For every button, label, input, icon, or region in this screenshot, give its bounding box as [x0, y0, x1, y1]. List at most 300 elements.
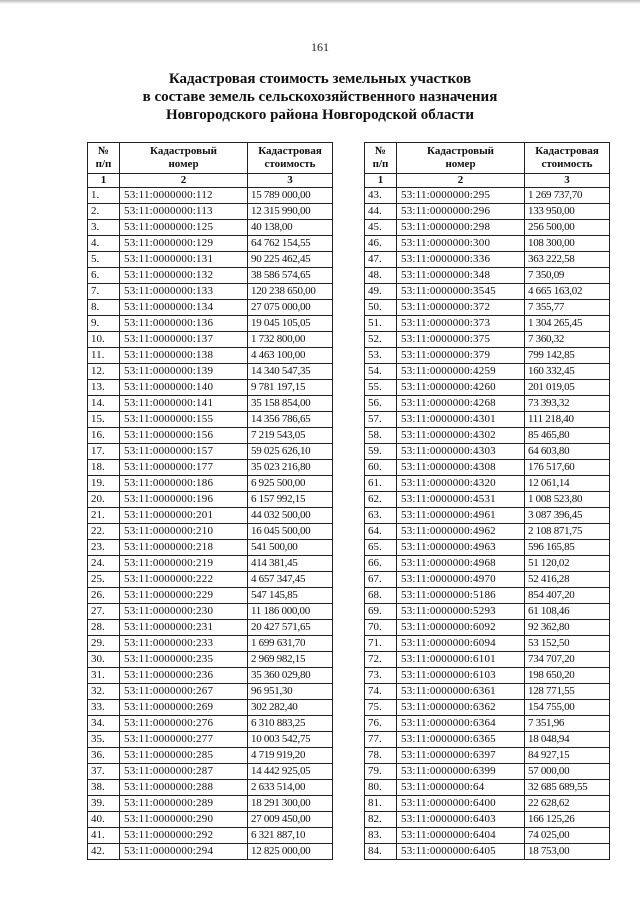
cadastral-number: 53:11:0000000:219 [120, 556, 248, 572]
cadastral-number: 53:11:0000000:6362 [397, 700, 525, 716]
table-row [88, 844, 333, 860]
cadastral-number: 53:11:0000000:6397 [397, 748, 525, 764]
cadastral-number: 53:11:0000000:4320 [397, 476, 525, 492]
column-number-row [88, 174, 333, 188]
table-row [88, 268, 333, 284]
table-row [365, 812, 610, 828]
cadastral-value: 128 771,55 [525, 684, 610, 700]
cadastral-number: 53:11:0000000:348 [397, 268, 525, 284]
cadastral-value: 59 025 626,10 [248, 444, 333, 460]
row-number: 82. [365, 812, 397, 828]
cadastral-number: 53:11:0000000:235 [120, 652, 248, 668]
table-header-row [365, 143, 610, 174]
table-header-row [88, 143, 333, 174]
cadastral-value: 92 362,80 [525, 620, 610, 636]
row-number: 64. [365, 524, 397, 540]
row-number: 27. [88, 604, 120, 620]
row-number: 21. [88, 508, 120, 524]
cadastral-number: 53:11:0000000:132 [120, 268, 248, 284]
row-number: 50. [365, 300, 397, 316]
cadastral-value: 18 753,00 [525, 844, 610, 860]
cadastral-value: 73 393,32 [525, 396, 610, 412]
row-number: 47. [365, 252, 397, 268]
row-number: 11. [88, 348, 120, 364]
cadastral-number: 53:11:0000000:64 [397, 780, 525, 796]
cadastral-number: 53:11:0000000:300 [397, 236, 525, 252]
cadastral-value: 10 003 542,75 [248, 732, 333, 748]
row-number: 17. [88, 444, 120, 460]
row-number: 62. [365, 492, 397, 508]
cadastral-value: 61 108,46 [525, 604, 610, 620]
table-row [365, 684, 610, 700]
table-row [365, 716, 610, 732]
row-number: 31. [88, 668, 120, 684]
cadastral-value: 90 225 462,45 [248, 252, 333, 268]
cadastral-value: 4 719 919,20 [248, 748, 333, 764]
row-number: 46. [365, 236, 397, 252]
table-row [365, 732, 610, 748]
row-number: 30. [88, 652, 120, 668]
column-number-2: 2 [397, 174, 525, 188]
row-number: 20. [88, 492, 120, 508]
cadastral-number: 53:11:0000000:129 [120, 236, 248, 252]
table-row [88, 732, 333, 748]
cadastral-number: 53:11:0000000:336 [397, 252, 525, 268]
table-row [365, 428, 610, 444]
cadastral-value: 12 825 000,00 [248, 844, 333, 860]
row-number: 13. [88, 380, 120, 396]
row-number: 28. [88, 620, 120, 636]
cadastral-value: 18 048,94 [525, 732, 610, 748]
cadastral-value: 38 586 574,65 [248, 268, 333, 284]
table-row [88, 796, 333, 812]
cadastral-number: 53:11:0000000:4302 [397, 428, 525, 444]
table-row [365, 588, 610, 604]
cadastral-number: 53:11:0000000:186 [120, 476, 248, 492]
cadastral-value: 7 219 543,05 [248, 428, 333, 444]
header-code-line-2: номер [168, 158, 199, 170]
table-row [88, 588, 333, 604]
row-number: 71. [365, 636, 397, 652]
cadastral-number: 53:11:0000000:298 [397, 220, 525, 236]
table-row [88, 716, 333, 732]
cadastral-value: 1 732 800,00 [248, 332, 333, 348]
cadastral-number: 53:11:0000000:4301 [397, 412, 525, 428]
cadastral-number: 53:11:0000000:296 [397, 204, 525, 220]
cadastral-table-left [87, 142, 333, 860]
cadastral-value: 363 222,58 [525, 252, 610, 268]
row-number: 56. [365, 396, 397, 412]
header-value-line-2: стоимость [541, 158, 593, 170]
cadastral-number: 53:11:0000000:372 [397, 300, 525, 316]
table-row [88, 316, 333, 332]
cadastral-number: 53:11:0000000:4259 [397, 364, 525, 380]
cadastral-value: 160 332,45 [525, 364, 610, 380]
cadastral-value: 4 657 347,45 [248, 572, 333, 588]
row-number: 22. [88, 524, 120, 540]
cadastral-value: 4 665 163,02 [525, 284, 610, 300]
cadastral-value: 53 152,50 [525, 636, 610, 652]
cadastral-number: 53:11:0000000:131 [120, 252, 248, 268]
title-line-3: Новгородского района Новгородской области [165, 107, 475, 123]
row-number: 66. [365, 556, 397, 572]
cadastral-number: 53:11:0000000:5186 [397, 588, 525, 604]
cadastral-value: 596 165,85 [525, 540, 610, 556]
cadastral-number: 53:11:0000000:3545 [397, 284, 525, 300]
row-number: 79. [365, 764, 397, 780]
cadastral-value: 2 108 871,75 [525, 524, 610, 540]
table-row [365, 364, 610, 380]
cadastral-number: 53:11:0000000:139 [120, 364, 248, 380]
row-number: 9. [88, 316, 120, 332]
table-row [365, 556, 610, 572]
cadastral-value: 108 300,00 [525, 236, 610, 252]
row-number: 76. [365, 716, 397, 732]
cadastral-number: 53:11:0000000:289 [120, 796, 248, 812]
column-number-1: 1 [365, 174, 397, 188]
table-row [88, 492, 333, 508]
row-number: 74. [365, 684, 397, 700]
cadastral-value: 14 442 925,05 [248, 764, 333, 780]
cadastral-number: 53:11:0000000:196 [120, 492, 248, 508]
header-number-col [88, 143, 120, 174]
cadastral-number: 53:11:0000000:134 [120, 300, 248, 316]
row-number: 7. [88, 284, 120, 300]
row-number: 23. [88, 540, 120, 556]
cadastral-number: 53:11:0000000:292 [120, 828, 248, 844]
row-number: 58. [365, 428, 397, 444]
cadastral-value: 6 157 992,15 [248, 492, 333, 508]
column-number-2: 2 [120, 174, 248, 188]
table-row [365, 540, 610, 556]
table-row [88, 220, 333, 236]
row-number: 68. [365, 588, 397, 604]
cadastral-value: 7 350,09 [525, 268, 610, 284]
table-row [88, 684, 333, 700]
row-number: 60. [365, 460, 397, 476]
cadastral-number: 53:11:0000000:295 [397, 188, 525, 204]
row-number: 53. [365, 348, 397, 364]
scan-top-edge [0, 0, 640, 4]
table-row [88, 300, 333, 316]
row-number: 43. [365, 188, 397, 204]
cadastral-number: 53:11:0000000:6404 [397, 828, 525, 844]
cadastral-number: 53:11:0000000:6364 [397, 716, 525, 732]
cadastral-value: 4 463 100,00 [248, 348, 333, 364]
row-number: 83. [365, 828, 397, 844]
header-number-line-2: п/п [372, 158, 389, 170]
row-number: 6. [88, 268, 120, 284]
cadastral-value: 547 145,85 [248, 588, 333, 604]
cadastral-number: 53:11:0000000:113 [120, 204, 248, 220]
header-code-line-1: Кадастровый [426, 145, 495, 157]
table-row [365, 332, 610, 348]
table-row [88, 828, 333, 844]
cadastral-number: 53:11:0000000:6092 [397, 620, 525, 636]
row-number: 69. [365, 604, 397, 620]
cadastral-number: 53:11:0000000:285 [120, 748, 248, 764]
row-number: 38. [88, 780, 120, 796]
cadastral-value: 1 699 631,70 [248, 636, 333, 652]
cadastral-value: 133 950,00 [525, 204, 610, 220]
row-number: 26. [88, 588, 120, 604]
cadastral-number: 53:11:0000000:6400 [397, 796, 525, 812]
table-row [88, 348, 333, 364]
cadastral-number: 53:11:0000000:4962 [397, 524, 525, 540]
cadastral-number: 53:11:0000000:4531 [397, 492, 525, 508]
table-row [88, 572, 333, 588]
row-number: 16. [88, 428, 120, 444]
row-number: 4. [88, 236, 120, 252]
cadastral-number: 53:11:0000000:4961 [397, 508, 525, 524]
cadastral-value: 96 951,30 [248, 684, 333, 700]
cadastral-number: 53:11:0000000:218 [120, 540, 248, 556]
row-number: 54. [365, 364, 397, 380]
header-cadastral-value-col [248, 143, 333, 174]
cadastral-value: 35 360 029,80 [248, 668, 333, 684]
table-row [88, 188, 333, 204]
table-row [88, 556, 333, 572]
row-number: 1. [88, 188, 120, 204]
cadastral-number: 53:11:0000000:6403 [397, 812, 525, 828]
cadastral-value: 84 927,15 [525, 748, 610, 764]
table-row [88, 812, 333, 828]
cadastral-value: 799 142,85 [525, 348, 610, 364]
table-row [365, 700, 610, 716]
table-row [88, 236, 333, 252]
table-row [365, 188, 610, 204]
table-row [88, 764, 333, 780]
row-number: 70. [365, 620, 397, 636]
cadastral-value: 11 186 000,00 [248, 604, 333, 620]
table-row [365, 444, 610, 460]
row-number: 12. [88, 364, 120, 380]
cadastral-number: 53:11:0000000:155 [120, 412, 248, 428]
row-number: 55. [365, 380, 397, 396]
cadastral-number: 53:11:0000000:4963 [397, 540, 525, 556]
cadastral-value: 40 138,00 [248, 220, 333, 236]
cadastral-number: 53:11:0000000:4260 [397, 380, 525, 396]
row-number: 61. [365, 476, 397, 492]
cadastral-number: 53:11:0000000:137 [120, 332, 248, 348]
row-number: 51. [365, 316, 397, 332]
cadastral-value: 166 125,26 [525, 812, 610, 828]
cadastral-value: 64 603,80 [525, 444, 610, 460]
cadastral-value: 16 045 500,00 [248, 524, 333, 540]
table-row [365, 204, 610, 220]
cadastral-value: 12 061,14 [525, 476, 610, 492]
cadastral-number: 53:11:0000000:379 [397, 348, 525, 364]
cadastral-number: 53:11:0000000:6405 [397, 844, 525, 860]
table-row [365, 236, 610, 252]
table-row [365, 748, 610, 764]
row-number: 37. [88, 764, 120, 780]
table-row [88, 380, 333, 396]
row-number: 41. [88, 828, 120, 844]
table-row [365, 284, 610, 300]
cadastral-number: 53:11:0000000:4268 [397, 396, 525, 412]
cadastral-number: 53:11:0000000:157 [120, 444, 248, 460]
header-number-line-1: № [97, 145, 110, 157]
row-number: 40. [88, 812, 120, 828]
cadastral-value: 12 315 990,00 [248, 204, 333, 220]
cadastral-number: 53:11:0000000:125 [120, 220, 248, 236]
table-row [88, 636, 333, 652]
table-row [365, 620, 610, 636]
cadastral-value: 14 356 786,65 [248, 412, 333, 428]
page-number: 161 [311, 40, 329, 54]
cadastral-number: 53:11:0000000:222 [120, 572, 248, 588]
cadastral-value: 18 291 300,00 [248, 796, 333, 812]
table-row [88, 476, 333, 492]
table-row [365, 780, 610, 796]
table-row [365, 252, 610, 268]
row-number: 77. [365, 732, 397, 748]
cadastral-number: 53:11:0000000:229 [120, 588, 248, 604]
cadastral-number: 53:11:0000000:177 [120, 460, 248, 476]
table-row [365, 572, 610, 588]
cadastral-number: 53:11:0000000:6399 [397, 764, 525, 780]
cadastral-value: 1 008 523,80 [525, 492, 610, 508]
cadastral-value: 44 032 500,00 [248, 508, 333, 524]
table-row [365, 764, 610, 780]
cadastral-number: 53:11:0000000:136 [120, 316, 248, 332]
cadastral-value: 154 755,00 [525, 700, 610, 716]
column-number-3: 3 [525, 174, 610, 188]
cadastral-value: 35 023 216,80 [248, 460, 333, 476]
table-row [88, 524, 333, 540]
table-row [365, 300, 610, 316]
row-number: 80. [365, 780, 397, 796]
cadastral-number: 53:11:0000000:294 [120, 844, 248, 860]
cadastral-value: 9 781 197,15 [248, 380, 333, 396]
cadastral-number: 53:11:0000000:288 [120, 780, 248, 796]
document-title [0, 70, 640, 124]
cadastral-value: 7 355,77 [525, 300, 610, 316]
row-number: 78. [365, 748, 397, 764]
cadastral-value: 1 269 737,70 [525, 188, 610, 204]
row-number: 75. [365, 700, 397, 716]
cadastral-number: 53:11:0000000:201 [120, 508, 248, 524]
row-number: 35. [88, 732, 120, 748]
cadastral-number: 53:11:0000000:269 [120, 700, 248, 716]
row-number: 49. [365, 284, 397, 300]
cadastral-value: 57 000,00 [525, 764, 610, 780]
cadastral-value: 734 707,20 [525, 652, 610, 668]
cadastral-value: 6 321 887,10 [248, 828, 333, 844]
row-number: 81. [365, 796, 397, 812]
row-number: 8. [88, 300, 120, 316]
cadastral-value: 15 789 000,00 [248, 188, 333, 204]
cadastral-number: 53:11:0000000:4308 [397, 460, 525, 476]
cadastral-number: 53:11:0000000:6103 [397, 668, 525, 684]
table-row [88, 332, 333, 348]
cadastral-value: 111 218,40 [525, 412, 610, 428]
table-row [365, 396, 610, 412]
cadastral-number: 53:11:0000000:4970 [397, 572, 525, 588]
table-row [88, 444, 333, 460]
cadastral-value: 19 045 105,05 [248, 316, 333, 332]
row-number: 34. [88, 716, 120, 732]
row-number: 18. [88, 460, 120, 476]
table-row [365, 652, 610, 668]
table-row [365, 668, 610, 684]
cadastral-number: 53:11:0000000:112 [120, 188, 248, 204]
table-row [88, 668, 333, 684]
cadastral-value: 541 500,00 [248, 540, 333, 556]
table-row [88, 284, 333, 300]
row-number: 59. [365, 444, 397, 460]
cadastral-number: 53:11:0000000:267 [120, 684, 248, 700]
cadastral-value: 6 310 883,25 [248, 716, 333, 732]
cadastral-number: 53:11:0000000:210 [120, 524, 248, 540]
cadastral-value: 3 087 396,45 [525, 508, 610, 524]
cadastral-number: 53:11:0000000:290 [120, 812, 248, 828]
header-number-col [365, 143, 397, 174]
cadastral-value: 52 416,28 [525, 572, 610, 588]
header-cadastral-number-col [397, 143, 525, 174]
cadastral-number: 53:11:0000000:6094 [397, 636, 525, 652]
cadastral-value: 176 517,60 [525, 460, 610, 476]
cadastral-value: 64 762 154,55 [248, 236, 333, 252]
cadastral-value: 85 465,80 [525, 428, 610, 444]
cadastral-number: 53:11:0000000:5293 [397, 604, 525, 620]
cadastral-number: 53:11:0000000:287 [120, 764, 248, 780]
header-value-line-1: Кадастровая [535, 145, 599, 157]
cadastral-value: 2 633 514,00 [248, 780, 333, 796]
cadastral-number: 53:11:0000000:231 [120, 620, 248, 636]
table-row [88, 540, 333, 556]
table-row [365, 636, 610, 652]
row-number: 48. [365, 268, 397, 284]
header-value-line-1: Кадастровая [258, 145, 322, 157]
table-row [365, 508, 610, 524]
table-row [365, 348, 610, 364]
row-number: 29. [88, 636, 120, 652]
table-row [88, 204, 333, 220]
table-row [365, 412, 610, 428]
table-row [365, 604, 610, 620]
cadastral-number: 53:11:0000000:276 [120, 716, 248, 732]
cadastral-value: 20 427 571,65 [248, 620, 333, 636]
header-value-line-2: стоимость [264, 158, 316, 170]
cadastral-value: 302 282,40 [248, 700, 333, 716]
cadastral-value: 32 685 689,55 [525, 780, 610, 796]
cadastral-number: 53:11:0000000:140 [120, 380, 248, 396]
cadastral-value: 120 238 650,00 [248, 284, 333, 300]
row-number: 65. [365, 540, 397, 556]
table-row [365, 460, 610, 476]
header-code-line-1: Кадастровый [149, 145, 218, 157]
cadastral-number: 53:11:0000000:6101 [397, 652, 525, 668]
cadastral-value: 27 075 000,00 [248, 300, 333, 316]
table-row [365, 828, 610, 844]
cadastral-value: 7 360,32 [525, 332, 610, 348]
cadastral-value: 414 381,45 [248, 556, 333, 572]
table-row [88, 508, 333, 524]
row-number: 73. [365, 668, 397, 684]
table-row [88, 396, 333, 412]
row-number: 25. [88, 572, 120, 588]
cadastral-value: 14 340 547,35 [248, 364, 333, 380]
cadastral-number: 53:11:0000000:6365 [397, 732, 525, 748]
cadastral-value: 7 351,96 [525, 716, 610, 732]
table-row [365, 476, 610, 492]
row-number: 5. [88, 252, 120, 268]
cadastral-value: 256 500,00 [525, 220, 610, 236]
table-row [88, 620, 333, 636]
header-cadastral-number-col [120, 143, 248, 174]
